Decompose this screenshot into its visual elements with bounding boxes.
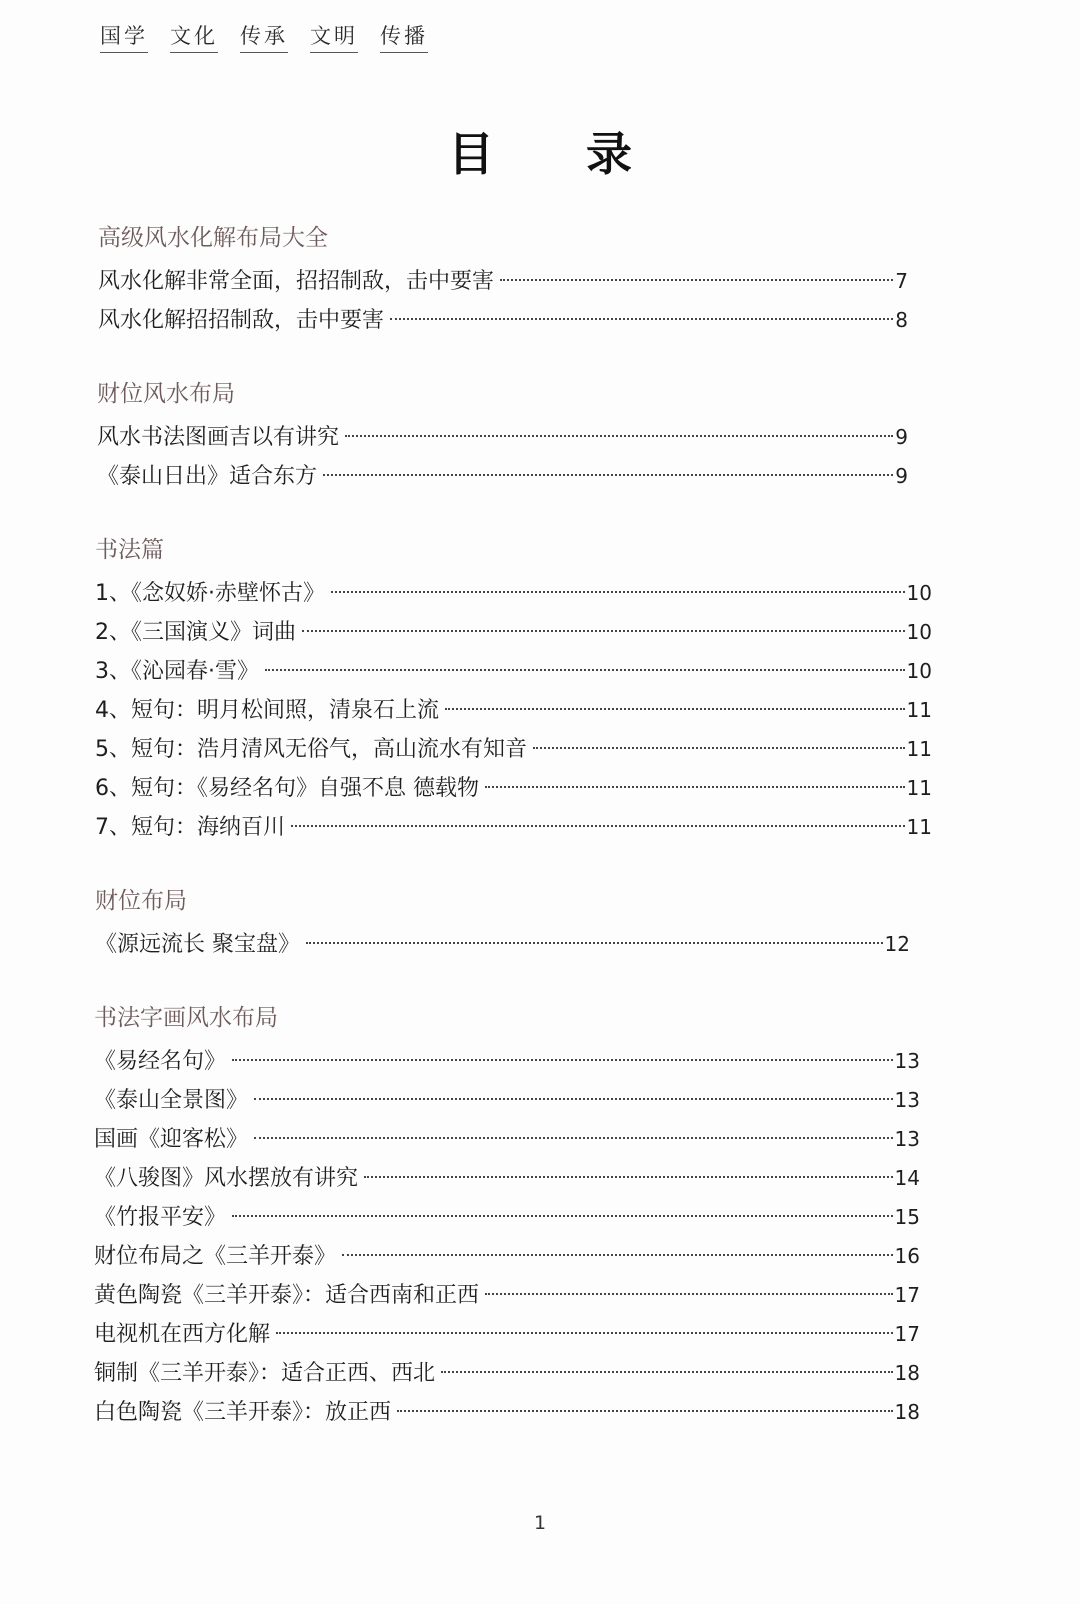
- toc-section: [0, 222, 1080, 340]
- toc-entry[interactable]: [98, 262, 908, 301]
- toc-entry-page: 9: [895, 425, 908, 449]
- dot-leader: [485, 1293, 893, 1295]
- toc-entry[interactable]: [94, 1237, 920, 1276]
- toc-entry-label: 6、短句：《易经名句》自强不息 德载物: [95, 776, 479, 801]
- toc-entry-label: 7、短句：海纳百川: [95, 815, 285, 840]
- dot-leader: [331, 591, 905, 593]
- toc-entry[interactable]: [94, 1198, 920, 1237]
- toc-entry[interactable]: [94, 1393, 920, 1432]
- toc-entry[interactable]: [97, 418, 908, 457]
- toc-entry[interactable]: [95, 730, 932, 769]
- dot-leader: [306, 942, 883, 944]
- toc-entry-label: 4、短句：明月松间照，清泉石上流: [95, 698, 439, 723]
- section-title: 财位风水布局: [97, 381, 235, 407]
- toc-entry[interactable]: [94, 1276, 920, 1315]
- dot-leader: [345, 435, 893, 437]
- toc-entry-page: 7: [895, 269, 908, 293]
- toc-entry-page: 11: [906, 698, 932, 722]
- dot-leader: [390, 318, 893, 320]
- toc-entry-label: 《泰山全景图》: [94, 1088, 249, 1113]
- toc-entry-label: 《竹报平安》: [94, 1205, 227, 1230]
- toc-section: [0, 1002, 1080, 1432]
- toc-entry-page: 13: [894, 1088, 920, 1112]
- toc-entry[interactable]: [95, 769, 932, 808]
- header-tags: [100, 20, 428, 53]
- dot-leader: [485, 786, 905, 788]
- toc-entry-label: 铜制《三羊开泰》：适合正西、西北: [94, 1361, 436, 1386]
- toc-entry[interactable]: [95, 574, 932, 613]
- toc-entry-page: 16: [894, 1244, 920, 1268]
- toc-entry[interactable]: [94, 1120, 920, 1159]
- toc-entry-page: 9: [895, 464, 908, 488]
- toc-entry-page: 10: [906, 620, 932, 644]
- dot-leader: [254, 1137, 893, 1139]
- toc-section: [0, 885, 1080, 964]
- toc-entry-label: 风水书法图画吉以有讲究: [97, 425, 340, 450]
- toc-entry[interactable]: [95, 691, 932, 730]
- toc-entry[interactable]: [95, 652, 932, 691]
- toc-entry-label: 电视机在西方化解: [94, 1322, 271, 1347]
- toc-entry-page: 10: [906, 659, 932, 683]
- toc-entry-page: 11: [906, 815, 932, 839]
- section-title: 书法篇: [95, 537, 164, 563]
- dot-leader: [441, 1371, 893, 1373]
- toc-entry-page: 11: [906, 776, 932, 800]
- toc-entry-page: 10: [906, 581, 932, 605]
- dot-leader: [533, 747, 905, 749]
- toc-entry[interactable]: [97, 457, 908, 496]
- dot-leader: [342, 1254, 893, 1256]
- dot-leader: [397, 1410, 893, 1412]
- toc-entry-page: 13: [894, 1049, 920, 1073]
- page-number: 1: [533, 1512, 547, 1534]
- toc-entry[interactable]: [95, 808, 932, 847]
- table-of-contents: [0, 222, 1080, 1470]
- toc-entry-page: 8: [895, 308, 908, 332]
- toc-entry-label: 《源远流长 聚宝盘》: [95, 932, 300, 957]
- dot-leader: [291, 825, 905, 827]
- page-title: 目 录: [447, 127, 670, 181]
- toc-section: [0, 378, 1080, 496]
- toc-entry-label: 3、《沁园春·雪》: [95, 659, 259, 684]
- toc-entry-page: 14: [894, 1166, 920, 1190]
- toc-entry-label: 风水化解招招制敌，击中要害: [98, 308, 385, 333]
- dot-leader: [232, 1215, 893, 1217]
- toc-entry[interactable]: [94, 1081, 920, 1120]
- header-tag: 文明: [310, 20, 358, 53]
- toc-entry-page: 15: [894, 1205, 920, 1229]
- dot-leader: [323, 474, 893, 476]
- header-tag: 传播: [380, 20, 428, 53]
- toc-entry-page: 12: [884, 932, 910, 956]
- dot-leader: [500, 279, 893, 281]
- toc-entry-label: 黄色陶瓷《三羊开泰》：适合西南和正西: [94, 1283, 480, 1308]
- toc-entry[interactable]: [98, 301, 908, 340]
- toc-entry-page: 13: [894, 1127, 920, 1151]
- toc-entry-label: 国画《迎客松》: [94, 1127, 249, 1152]
- dot-leader: [232, 1059, 893, 1061]
- toc-entry[interactable]: [94, 1159, 920, 1198]
- section-title: 书法字画风水布局: [94, 1005, 278, 1031]
- toc-entry-page: 17: [894, 1322, 920, 1346]
- toc-entry-page: 18: [894, 1400, 920, 1424]
- toc-entry-label: 财位布局之《三羊开泰》: [94, 1244, 337, 1269]
- toc-entry-label: 风水化解非常全面，招招制敌，击中要害: [98, 269, 495, 294]
- dot-leader: [302, 630, 905, 632]
- dot-leader: [265, 669, 905, 671]
- toc-entry-label: 白色陶瓷《三羊开泰》：放正西: [94, 1400, 392, 1425]
- toc-entry-page: 18: [894, 1361, 920, 1385]
- toc-entry-label: 《易经名句》: [94, 1049, 227, 1074]
- toc-entry-label: 5、短句：浩月清风无俗气，高山流水有知音: [95, 737, 527, 762]
- toc-section: [0, 534, 1080, 847]
- toc-entry[interactable]: [95, 613, 932, 652]
- header-tag: 国学: [100, 20, 148, 53]
- section-title: 高级风水化解布局大全: [98, 225, 328, 251]
- toc-entry-label: 1、《念奴娇·赤壁怀古》: [95, 581, 325, 606]
- toc-entry[interactable]: [94, 1315, 920, 1354]
- section-title: 财位布局: [95, 888, 187, 914]
- toc-entry-label: 《八骏图》风水摆放有讲究: [94, 1166, 359, 1191]
- toc-entry-label: 《泰山日出》适合东方: [97, 464, 318, 489]
- toc-entry-label: 2、《三国演义》词曲: [95, 620, 296, 645]
- toc-entry-page: 17: [894, 1283, 920, 1307]
- dot-leader: [276, 1332, 893, 1334]
- dot-leader: [364, 1176, 893, 1178]
- header-tag: 文化: [170, 20, 218, 53]
- toc-entry[interactable]: [94, 1354, 920, 1393]
- dot-leader: [445, 708, 905, 710]
- toc-entry[interactable]: [95, 925, 910, 964]
- toc-entry[interactable]: [94, 1042, 920, 1081]
- header-tag: 传承: [240, 20, 288, 53]
- dot-leader: [254, 1098, 893, 1100]
- toc-entry-page: 11: [906, 737, 932, 761]
